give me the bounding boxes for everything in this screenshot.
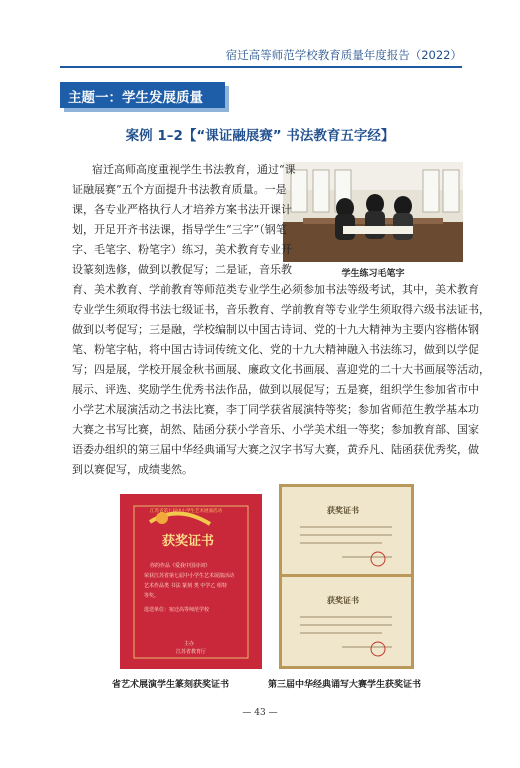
body-line: 笔、粉笔字帖，将中国古诗词传统文化、党的十九大精神融入书法练习，做到以学促 — [72, 343, 479, 356]
body-line: 展示、评选、奖励学生优秀书法作品，做到以展促写；五是赛，组织学生参加省市中 — [72, 383, 479, 396]
theme-banner — [60, 82, 225, 108]
body-line: 做到以考促写；三是融，学校编制以中国古诗词、党的十九大精神为主要内容楷体钢 — [72, 323, 479, 336]
theme-label: 主题一：学生发展质量 — [68, 90, 203, 106]
body-line: 大赛之书写比赛，胡然、陆函分获小学音乐、小学美术组一等奖；参加教育部、国家 — [72, 423, 479, 436]
gold-cert-title: 获奖证书 — [327, 506, 359, 515]
red-cert-footer: 江苏省教育厅 — [176, 649, 207, 655]
gold-certificate-bottom — [279, 574, 414, 669]
red-cert-title: 获奖证书 — [162, 534, 215, 549]
case-title: 案例 1–2【“课证融展赛” 书法教育五字经】 — [125, 128, 395, 144]
certificate-caption-right: 第三届中华经典诵写大赛学生获奖证书 — [268, 680, 422, 690]
header-rule — [60, 66, 462, 68]
gold-certificate-top — [279, 484, 414, 579]
body-line: 课，各专业严格执行人才培养方案书法开课计 — [72, 203, 292, 216]
red-cert-footer: 主办 — [184, 641, 195, 647]
red-certificate — [120, 494, 262, 669]
red-cert-line: 等奖。 — [144, 593, 160, 599]
red-cert-line: 艺术作品类 书法 篆刻 类 中学乙 组特 — [144, 583, 227, 589]
photo-illustration — [283, 162, 463, 262]
body-line: 划，开足开齐书法课，指导学生“三字”（钢笔 — [72, 223, 287, 236]
gold-cert-lines — [282, 577, 411, 666]
body-line: 小学艺术展演活动之书法比赛，李丁同学获省展演特等奖；参加省师范生教学基本功 — [72, 403, 479, 416]
body-line: 宿迁高师高度重视学生书法教育，通过“课 — [92, 163, 296, 176]
gold-cert-title: 获奖证书 — [327, 596, 359, 605]
calligraphy-photo — [283, 162, 463, 262]
gold-cert-lines — [282, 487, 411, 576]
body-line: 设篆刻选修，做到以教促写；二是证，音乐教 — [72, 263, 292, 276]
certificate-caption-left: 省艺术展演学生篆刻获奖证书 — [112, 680, 230, 690]
body-line: 到以赛促写，成绩斐然。 — [72, 463, 193, 476]
red-cert-header: 江苏省第七届中小学生艺术展演活动 — [150, 509, 222, 514]
body-line: 写；四是展，学校开展金秋书画展、廉政文化书画展、喜迎党的二十大书画展等活动， — [72, 363, 490, 376]
body-line: 专业学生须取得书法七级证书，音乐教育、学前教育等专业学生须取得六级书法证书， — [72, 303, 490, 316]
body-line: 证融展赛”五个方面提升书法教育质量。一是 — [72, 183, 287, 196]
red-cert-line: 荣获江苏省第七届中小学生艺术展演活动 — [144, 573, 235, 579]
red-cert-line: 选送单位：宿迁高等师范学校 — [144, 607, 210, 613]
red-cert-line: 你的作品《爱我中国诗词》 — [150, 563, 211, 569]
page-number: — 43 — — [242, 708, 278, 718]
body-line: 育、美术教育、学前教育等师范类专业学生必须参加书法等级考试，其中，美术教育 — [72, 283, 479, 296]
body-line: 语委办组织的第三届中华经典诵写大赛之汉字书写大赛，黄乔凡、陆函获优秀奖，做 — [72, 443, 479, 456]
photo-caption: 学生练习毛笔字 — [341, 269, 405, 279]
body-line: 字、毛笔字、粉笔字）练习，美术教育专业开 — [72, 243, 292, 256]
page-header-title: 宿迁高等师范学校教育质量年度报告（2022） — [225, 48, 462, 62]
